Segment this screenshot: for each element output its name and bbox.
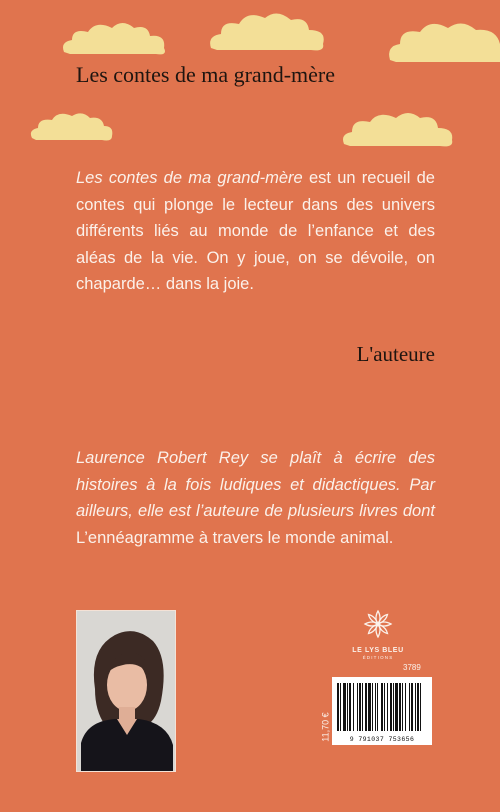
barcode-bar xyxy=(362,683,363,731)
author-photo xyxy=(76,610,176,772)
barcode-bar xyxy=(393,683,394,731)
barcode-bar xyxy=(415,683,416,731)
price-label: 11,70 € xyxy=(320,712,331,742)
isbn-barcode xyxy=(332,677,432,745)
barcode-bar xyxy=(365,683,367,731)
barcode-bar xyxy=(405,683,406,731)
blurb-text: est un recueil de contes qui plonge le lecteur dans des univers différents liés au monde de l’enfance et des aléas de la vie. On y joue, on se dévoile, on chaparde… dans la joie. xyxy=(76,169,435,293)
blurb-paragraph xyxy=(76,165,435,298)
barcode-bar xyxy=(357,683,358,731)
author-bio-text: Laurence Robert Rey se plaît à écrire des histoires à la fois ludiques et didactiques. Par ailleurs, elle est l’auteure de plusieurs livres dont xyxy=(76,449,435,520)
author-portrait-image xyxy=(77,611,175,771)
barcode-bar xyxy=(390,683,392,731)
barcode-bar xyxy=(411,683,413,731)
barcode-bar xyxy=(372,683,373,731)
cover-title: Les contes de ma grand-mère xyxy=(76,62,335,87)
barcode-bar xyxy=(359,683,361,731)
barcode-bar xyxy=(402,683,403,731)
barcode-bar xyxy=(384,683,385,731)
barcode-bar xyxy=(347,683,348,731)
publisher-subtitle: ÉDITIONS xyxy=(362,655,394,660)
cloud-top-right xyxy=(384,16,500,66)
barcode-bar xyxy=(399,683,401,731)
author-bio xyxy=(76,445,435,551)
author-bio-book-title: L’ennéagramme à travers le monde animal. xyxy=(76,528,394,547)
cloud-top-center xyxy=(205,8,330,54)
isbn-digits: 9 791037 753656 xyxy=(349,736,415,743)
barcode-bar xyxy=(349,683,351,731)
cloud-mid-left xyxy=(28,110,113,144)
barcode-bars-graphic xyxy=(336,683,428,731)
barcode-bar xyxy=(387,683,388,731)
author-heading: L'auteure xyxy=(356,342,435,366)
blurb-book-title: Les contes de ma grand-mère xyxy=(76,169,303,187)
barcode-bar xyxy=(417,683,419,731)
barcode-bar xyxy=(375,683,376,731)
reference-code: 3789 xyxy=(403,663,421,672)
barcode-bar xyxy=(340,683,341,731)
barcode-bar xyxy=(409,683,410,731)
barcode-bar xyxy=(377,683,378,731)
barcode-bar xyxy=(337,683,339,731)
barcode-bar xyxy=(343,683,346,731)
cloud-top-left xyxy=(58,18,173,58)
barcode-bar xyxy=(353,683,354,731)
cloud-mid-right xyxy=(338,108,456,150)
barcode-bar xyxy=(420,683,421,731)
lily-flower-icon xyxy=(362,608,394,640)
publisher-logo xyxy=(345,608,411,660)
barcode-bar xyxy=(368,683,371,731)
barcode-bar xyxy=(395,683,398,731)
barcode-bar xyxy=(381,683,383,731)
publisher-name: LE LYS BLEU xyxy=(352,647,404,654)
